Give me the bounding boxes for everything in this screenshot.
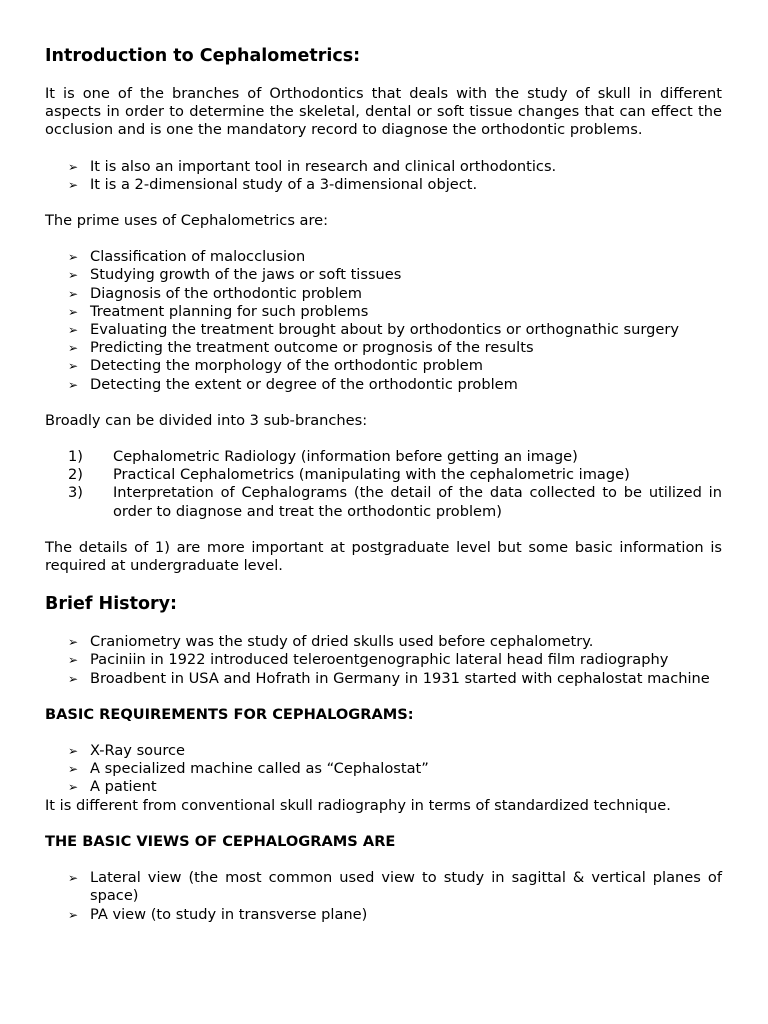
requirements-bullet-list	[45, 742, 722, 797]
uses-bullet-list	[45, 248, 722, 394]
history-bullet-list	[45, 633, 722, 688]
list-item: ➢ Lateral view (the most common used view to study in sagittal & vertical planes of space)	[68, 869, 722, 905]
subbranches-note: The details of 1) are more important at postgraduate level but some basic information is required at undergraduate level.	[45, 538, 722, 575]
arrow-bullet-icon: ➢	[68, 653, 79, 668]
list-item: ➢ A patient	[68, 778, 157, 796]
arrow-bullet-icon: ➢	[68, 268, 79, 283]
list-item: ➢ Broadbent in USA and Hofrath in Germany in 1931 started with cephalostat machine	[68, 669, 710, 687]
intro-bullet-list	[45, 158, 722, 194]
arrow-bullet-icon: ➢	[68, 762, 79, 777]
subbranches-list	[45, 448, 722, 521]
arrow-bullet-icon: ➢	[68, 377, 79, 392]
arrow-bullet-icon: ➢	[68, 177, 79, 192]
arrow-bullet-icon: ➢	[68, 907, 79, 922]
arrow-bullet-icon: ➢	[68, 871, 79, 886]
requirements-note: It is different from conventional skull radiography in terms of standardized technique.	[45, 796, 671, 814]
views-bullet-list	[45, 869, 722, 924]
list-item: ➢ Detecting the morphology of the orthodontic problem	[68, 357, 483, 375]
views-heading: THE BASIC VIEWS OF CEPHALOGRAMS ARE	[45, 832, 396, 850]
list-item: ➢ Detecting the extent or degree of the orthodontic problem	[68, 375, 518, 393]
arrow-bullet-icon: ➢	[68, 159, 79, 174]
intro-paragraph: It is one of the branches of Orthodontics that deals with the study of skull in different aspects in order to determine the skeletal, dental or soft tissue changes that can effect the occlusion and is one the mandatory record to diagnose the orthodontic problems.	[45, 85, 722, 139]
arrow-bullet-icon: ➢	[68, 286, 79, 301]
list-item: ➢ Paciniin in 1922 introduced teleroentgenographic lateral head film radiography	[68, 651, 669, 669]
arrow-bullet-icon: ➢	[68, 304, 79, 319]
list-item: ➢ Classification of malocclusion	[68, 248, 306, 266]
requirements-heading: BASIC REQUIREMENTS FOR CEPHALOGRAMS:	[45, 705, 414, 723]
list-item: ➢ Studying growth of the jaws or soft tissues	[68, 266, 402, 284]
uses-lead: The prime uses of Cephalometrics are:	[45, 212, 329, 230]
list-item: 1) Cephalometric Radiology (information before getting an image)	[68, 448, 578, 466]
list-item: ➢ It is a 2-dimensional study of a 3-dimensional object.	[68, 175, 478, 193]
list-item: ➢ Evaluating the treatment brought about by orthodontics or orthognathic surgery	[68, 321, 680, 339]
arrow-bullet-icon: ➢	[68, 359, 79, 374]
list-item: ➢ A specialized machine called as “Cephalostat”	[68, 760, 429, 778]
list-item: ➢ Craniometry was the study of dried skulls used before cephalometry.	[68, 633, 594, 651]
list-item: ➢ Predicting the treatment outcome or prognosis of the results	[68, 339, 534, 357]
intro-heading: Introduction to Cephalometrics:	[45, 46, 361, 66]
list-item: 3) Interpretation of Cephalograms (the detail of the data collected to be utilized in order to diagnose and treat the orthodontic problem)	[68, 484, 722, 520]
list-item: ➢ X-Ray source	[68, 742, 186, 760]
arrow-bullet-icon: ➢	[68, 635, 79, 650]
arrow-bullet-icon: ➢	[68, 671, 79, 686]
arrow-bullet-icon: ➢	[68, 780, 79, 795]
history-heading: Brief History:	[45, 594, 178, 615]
list-item: ➢ Treatment planning for such problems	[68, 302, 369, 320]
subbranches-lead: Broadly can be divided into 3 sub-branches:	[45, 411, 368, 429]
arrow-bullet-icon: ➢	[68, 744, 79, 759]
list-item: 2) Practical Cephalometrics (manipulating with the cephalometric image)	[68, 466, 630, 484]
list-item: ➢ PA view (to study in transverse plane)	[68, 905, 368, 923]
arrow-bullet-icon: ➢	[68, 341, 79, 356]
arrow-bullet-icon: ➢	[68, 323, 79, 338]
arrow-bullet-icon: ➢	[68, 250, 79, 265]
list-item: ➢ It is also an important tool in research and clinical orthodontics.	[68, 157, 557, 175]
list-item: ➢ Diagnosis of the orthodontic problem	[68, 284, 362, 302]
